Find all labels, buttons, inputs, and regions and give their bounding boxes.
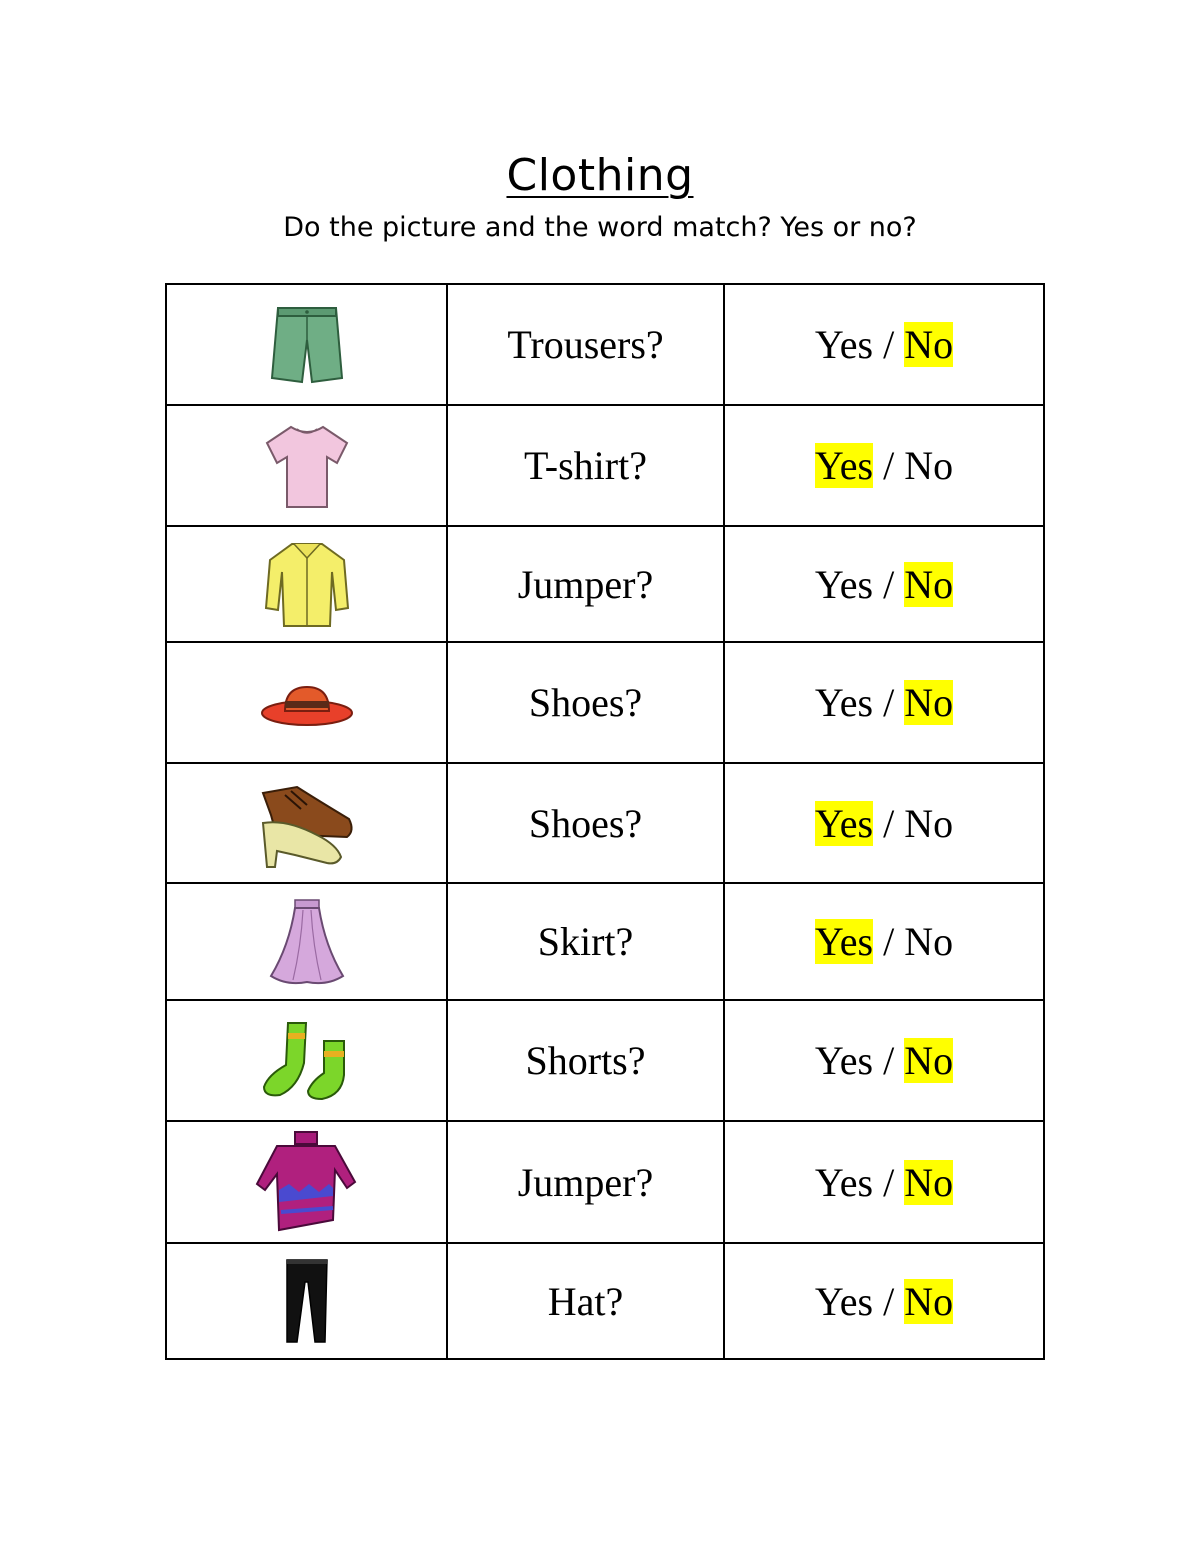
yes-no-answer [815, 1160, 953, 1205]
answer-separator: / [873, 1038, 905, 1083]
instructions: Do the picture and the word match? Yes or no? [283, 212, 917, 243]
answer-cell [724, 284, 1044, 405]
answer-cell [724, 642, 1044, 763]
answer-separator: / [873, 443, 905, 488]
no-option: No [904, 1159, 954, 1205]
yes-no-answer [815, 1038, 953, 1083]
picture-cell [166, 883, 447, 1000]
shoes-icon [257, 775, 357, 871]
no-option: No [904, 919, 954, 964]
word-cell: T-shirt? [447, 405, 724, 526]
word-cell: Shoes? [447, 763, 724, 883]
word-cell: Hat? [447, 1243, 724, 1359]
yes-no-answer [815, 680, 953, 725]
table-row [166, 763, 1044, 883]
answer-separator: / [873, 1159, 905, 1205]
answer-separator: / [873, 680, 905, 725]
answer-separator: / [873, 919, 905, 964]
yes-no-answer [815, 443, 953, 488]
yes-option: Yes [814, 1278, 874, 1324]
table-row [166, 526, 1044, 642]
answer-separator: / [873, 800, 905, 846]
yes-option: Yes [814, 322, 874, 367]
yes-no-answer [815, 1279, 953, 1324]
answer-cell [724, 1243, 1044, 1359]
shirt-icon [262, 538, 352, 630]
yes-no-answer [815, 562, 953, 607]
no-option: No [904, 800, 954, 846]
answer-separator: / [873, 1278, 905, 1324]
answer-cell [724, 405, 1044, 526]
t-shirt-icon [261, 421, 353, 511]
yes-option: Yes [814, 561, 874, 607]
no-option: No [904, 443, 954, 488]
picture-cell [166, 1121, 447, 1243]
word-cell: Shorts? [447, 1000, 724, 1121]
table-row [166, 1000, 1044, 1121]
yes-option: Yes [814, 1159, 874, 1205]
picture-cell [166, 642, 447, 763]
yes-option: Yes [814, 800, 874, 846]
picture-cell [166, 284, 447, 405]
picture-cell [166, 1000, 447, 1121]
answer-separator: / [873, 322, 905, 367]
word-cell: Trousers? [447, 284, 724, 405]
table-row [166, 405, 1044, 526]
yes-option: Yes [814, 1038, 874, 1083]
skirt-icon [267, 896, 347, 988]
trousers-icon [283, 1256, 331, 1346]
picture-cell [166, 1243, 447, 1359]
page-title: Clothing [506, 150, 694, 201]
table-row [166, 1121, 1044, 1243]
answer-cell [724, 1121, 1044, 1243]
answer-separator: / [873, 561, 905, 607]
table-row [166, 1243, 1044, 1359]
answer-cell [724, 526, 1044, 642]
word-cell: Skirt? [447, 883, 724, 1000]
word-cell: Jumper? [447, 1121, 724, 1243]
jumper-icon [255, 1130, 359, 1234]
no-option: No [904, 322, 954, 367]
yes-option: Yes [814, 443, 874, 488]
table-row [166, 883, 1044, 1000]
table-row [166, 642, 1044, 763]
yes-option: Yes [814, 919, 874, 964]
picture-cell [166, 763, 447, 883]
answer-cell [724, 883, 1044, 1000]
socks-icon [258, 1019, 356, 1103]
no-option: No [904, 680, 954, 725]
no-option: No [904, 1038, 954, 1083]
answer-cell [724, 1000, 1044, 1121]
picture-cell [166, 526, 447, 642]
shorts-icon [262, 300, 352, 390]
yes-no-answer [815, 919, 953, 964]
yes-option: Yes [814, 680, 874, 725]
word-cell: Shoes? [447, 642, 724, 763]
answer-cell [724, 763, 1044, 883]
word-cell: Jumper? [447, 526, 724, 642]
yes-no-answer [815, 322, 953, 367]
no-option: No [904, 561, 954, 607]
hat-icon [259, 679, 355, 729]
yes-no-answer [815, 801, 953, 846]
no-option: No [904, 1278, 954, 1324]
table-row [166, 284, 1044, 405]
worksheet-table [165, 283, 1045, 1360]
picture-cell [166, 405, 447, 526]
